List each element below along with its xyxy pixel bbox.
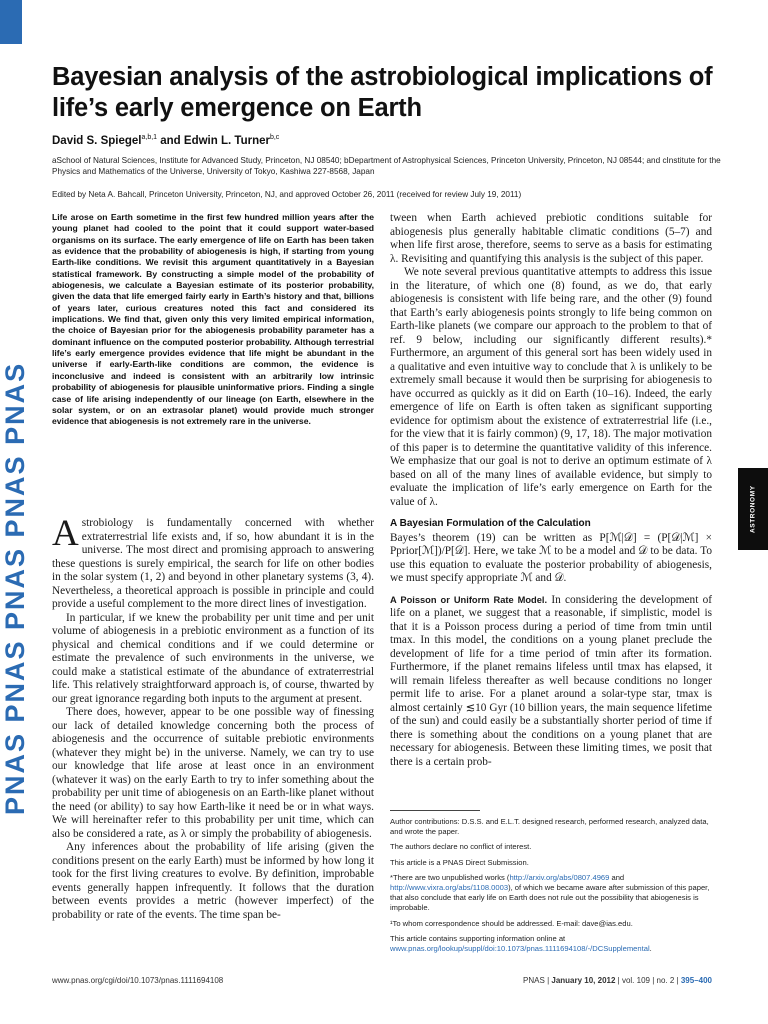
subsection-text: In considering the development of life on a planet, we suggest that a reasonable, if simplistic, model is that it is a Poisson process during a period of time from tmin until tmax. In this model, the conditions on a young planet preclude the development of life for a time period of tmin after its formation. Furthermore, if the planet remains lifeless until tmax has elapsed, it will remain lifeless thereafter as well because conditions no longer permit life to arise. For a planet around a solar-type star, tmax is almost certainly ≲10 Gyr (10 billion years, the main sequence lifetime of the sun) and could easily be a substantially shorter period of time if there is something about the conditions on a young planet that are necessary for abiogenesis. Between these limiting times, we posit that there is a certain prob- bbox=[390, 593, 712, 768]
footnote-link[interactable]: http://arxiv.org/abs/0807.4969 bbox=[509, 872, 610, 882]
footnote-supporting-info: This article contains supporting information online at www.pnas.org/lookup/suppl/doi:10.1073/pnas.1111694108/-/DCSupplemental. bbox=[390, 933, 652, 954]
author-line bbox=[52, 134, 742, 147]
body-column-right bbox=[390, 212, 712, 769]
intro-paragraph-text: strobiology is fundamentally concerned with whether extraterrestrial life exists and, if so, how abundant it is in the universe. The most direct and promising approach to answering these questions is surely empirical, the search for life on other bodies in the solar system (1, 2) and beyond in other planetary systems (3, 4). Nevertheless, a theoretical approach is possible in principle and could provide a useful complement to the more direct lines of investigation. bbox=[52, 517, 374, 610]
section-tab bbox=[738, 468, 768, 550]
footnote-conflict: The authors declare no conflict of interest. bbox=[390, 842, 532, 852]
abstract: Life arose on Earth sometime in the first few hundred million years after the young planet had cooled to the point that it could support water-based organisms on its surface. The early emergence of life on Earth has been taken as evidence that the probability of abiogenesis is high, if starting from young Earth-like conditions. We revisit this argument quantitatively in a Bayesian statistical framework. By constructing a simple model of the probability of abiogenesis, we calculate a Bayesian estimate of its posterior probability, given the data that life emerged fairly early in Earth’s history and that, billions of years later, curious creatures noted this fact and considered its implications. We find that, given only this very limited empirical information, the choice of Bayesian prior for the abiogenesis probability parameter has a dominant influence on the computed posterior probability. Although terrestrial life’s early emergence provides evidence that life might be abundant in the universe if early-Earth-like conditions are common, the evidence is inconclusive and indeed is consistent with an arbitrarily low intrinsic probability of abiogenesis for plausible uninformative priors. Finding a single case of life arising independently of our lineage (on Earth, elsewhere in the solar system, or on an extrasolar planet) would provide much stronger evidence that abiogenesis is not extremely rare in the universe. bbox=[52, 212, 374, 427]
footer-date: January 10, 2012 bbox=[551, 976, 616, 985]
footnote-correspondence: ¹To whom correspondence should be addressed. E-mail: dave@ias.edu. bbox=[390, 918, 633, 928]
footnote-star: *There are two unpublished works (http://arxiv.org/abs/0807.4969 and http://www.vixra.org/abs/1108.0003), of which we became aware after submission of this paper, that also conclude that early life on Earth does not rule out the possibility that abiogenesis is improbable. bbox=[390, 872, 710, 913]
footnote-direct-submission: This article is a PNAS Direct Submission. bbox=[390, 857, 529, 867]
footnote-link[interactable]: http://www.vixra.org/abs/1108.0003 bbox=[390, 883, 509, 893]
footer-journal: PNAS bbox=[523, 976, 545, 985]
body-paragraph: Any inferences about the probability of life arising (given the conditions present on the early Earth) must be informed by how long it took for the first living creatures to evolve. By definition, improbable events generally happen infrequently. It follows that the duration between events provides a metric (however imperfect) of the probability or rate of the events. The time span be- bbox=[52, 841, 374, 921]
author-name[interactable]: David S. Spiegel bbox=[52, 134, 142, 147]
body-paragraph: tween when Earth achieved prebiotic conditions suitable for abiogenesis plus generally habitable climatic conditions (5–7) and when life first arose, therefore, seems to serve as a basis for estimating λ. Revisiting and quantifying this analysis is the subject of this paper. bbox=[390, 212, 712, 265]
affiliations: aSchool of Natural Sciences, Institute for Advanced Study, Princeton, NJ 08540; bDepartment of Astrophysical Sciences, Princeton University, Princeton, NJ 08544; and cInstitute for the Physics and Mathematics of the Universe, University of Tokyo, Kashiwa 227-8568, Japan bbox=[52, 156, 721, 176]
author-conjunction: and bbox=[160, 134, 181, 147]
footnote-contributions: Author contributions: D.S.S. and E.L.T. designed research, performed research, analyzed data, and wrote the paper. bbox=[390, 817, 709, 837]
footer-issue: no. 2 bbox=[656, 976, 675, 985]
footer-volume: vol. 109 bbox=[621, 976, 650, 985]
intro-paragraph bbox=[52, 513, 374, 612]
footer-citation: PNAS | January 10, 2012 | vol. 109 | no. 2 | 395–400 bbox=[523, 976, 712, 985]
footer-doi-url[interactable]: www.pnas.org/cgi/doi/10.1073/pnas.1111694108 bbox=[52, 976, 224, 985]
author-name[interactable]: Edwin L. Turner bbox=[183, 134, 270, 147]
sidebar-accent bbox=[0, 0, 22, 44]
body-paragraph: In particular, if we knew the probability per unit time and per unit volume of abiogenesis in a prebiotic environment as a function of its physical and chemical conditions and if we could determine or estimate the prevalence of such environments in the universe, we could make a statistical estimate of the abundance of extraterrestrial life. This relatively straightforward approach is, of course, thwarted by our great ignorance regarding both inputs to the argument at present. bbox=[52, 611, 374, 705]
edited-by: Edited by Neta A. Bahcall, Princeton University, Princeton, NJ, and approved October 26, 2011 (received for review July 19, 2011) bbox=[52, 190, 522, 199]
footnotes bbox=[390, 817, 712, 959]
author-affiliation-marker: b,c bbox=[269, 134, 280, 141]
body-paragraph: Bayes’s theorem (19) can be written as P[ℳ|𝒟] = (P[𝒟|ℳ] × Pprior[ℳ])/P[𝒟]. Here, we take ℳ to be a model and 𝒟 to be data. To use this equation to evaluate the posterior probability of abiogenesis, we must specify appropriate ℳ and 𝒟. bbox=[390, 531, 712, 584]
section-heading: A Bayesian Formulation of the Calculation bbox=[390, 518, 591, 529]
supporting-info-link[interactable]: www.pnas.org/lookup/suppl/doi:10.1073/pnas.1111694108/-/DCSupplemental bbox=[390, 944, 650, 954]
sidebar-watermark: PNAS PNAS PNAS PNAS PNAS bbox=[0, 361, 30, 815]
journal-sidebar bbox=[0, 0, 30, 1024]
drop-cap: A bbox=[52, 513, 79, 554]
body-column-left bbox=[52, 513, 374, 922]
footnote-divider bbox=[390, 810, 480, 811]
body-paragraph: We note several previous quantitative attempts to address this issue in the literature, of which one (8) found, as we do, that early abiogenesis is consistent with life being rare, and the other (9) found that Earth’s early abiogenesis points strongly to life being common on Earth-like planets (we compare our approach to the problem to that of ref. 9 below, including our significantly different results).* Furthermore, an argument of this general sort has been widely used in a qualitative and even intuitive way to conclude that λ is unlikely to be extremely small because it would then be surprising for abiogenesis to have occurred as quickly as it did on Earth (10–16). Indeed, the early emergence of life on Earth is often taken as significant supporting evidence for optimism about the existence of extraterrestrial life (i.e., for the view that it is fairly common) (9, 17, 18). The major motivation of this paper is to determine the quantitative validity of this inference. We emphasize that our goal is not to derive an optimum estimate of λ based on all of the many lines of available evidence, but simply to evaluate the implication of life’s early emergence on Earth for the value of λ. bbox=[390, 266, 712, 508]
section-tab-label: ASTRONOMY bbox=[749, 485, 757, 533]
footer-pages: 395–400 bbox=[680, 976, 712, 985]
body-paragraph: There does, however, appear to be one possible way of finessing our lack of detailed knowledge concerning both the process of abiogenesis and the occurrence of suitable prebiotic environments (whatever they might be) in the universe. Namely, we can try to use our knowledge that life arose at least once in an environment (whatever it was) on the early Earth to try to infer something about the probability per unit time of abiogenesis on an Earth-like planet without the need (or ability) to say how Earth-like it need be or in what ways. We will hereinafter refer to this probability per unit time, which can also be considered a rate, as λ or simply the probability of abiogenesis. bbox=[52, 706, 374, 840]
subsection-heading: A Poisson or Uniform Rate Model. bbox=[390, 594, 548, 605]
article-title: Bayesian analysis of the astrobiological implications of life’s early emergence on Earth bbox=[52, 63, 713, 122]
author-affiliation-marker: a,b,1 bbox=[141, 134, 158, 141]
subsection-paragraph bbox=[390, 594, 712, 770]
